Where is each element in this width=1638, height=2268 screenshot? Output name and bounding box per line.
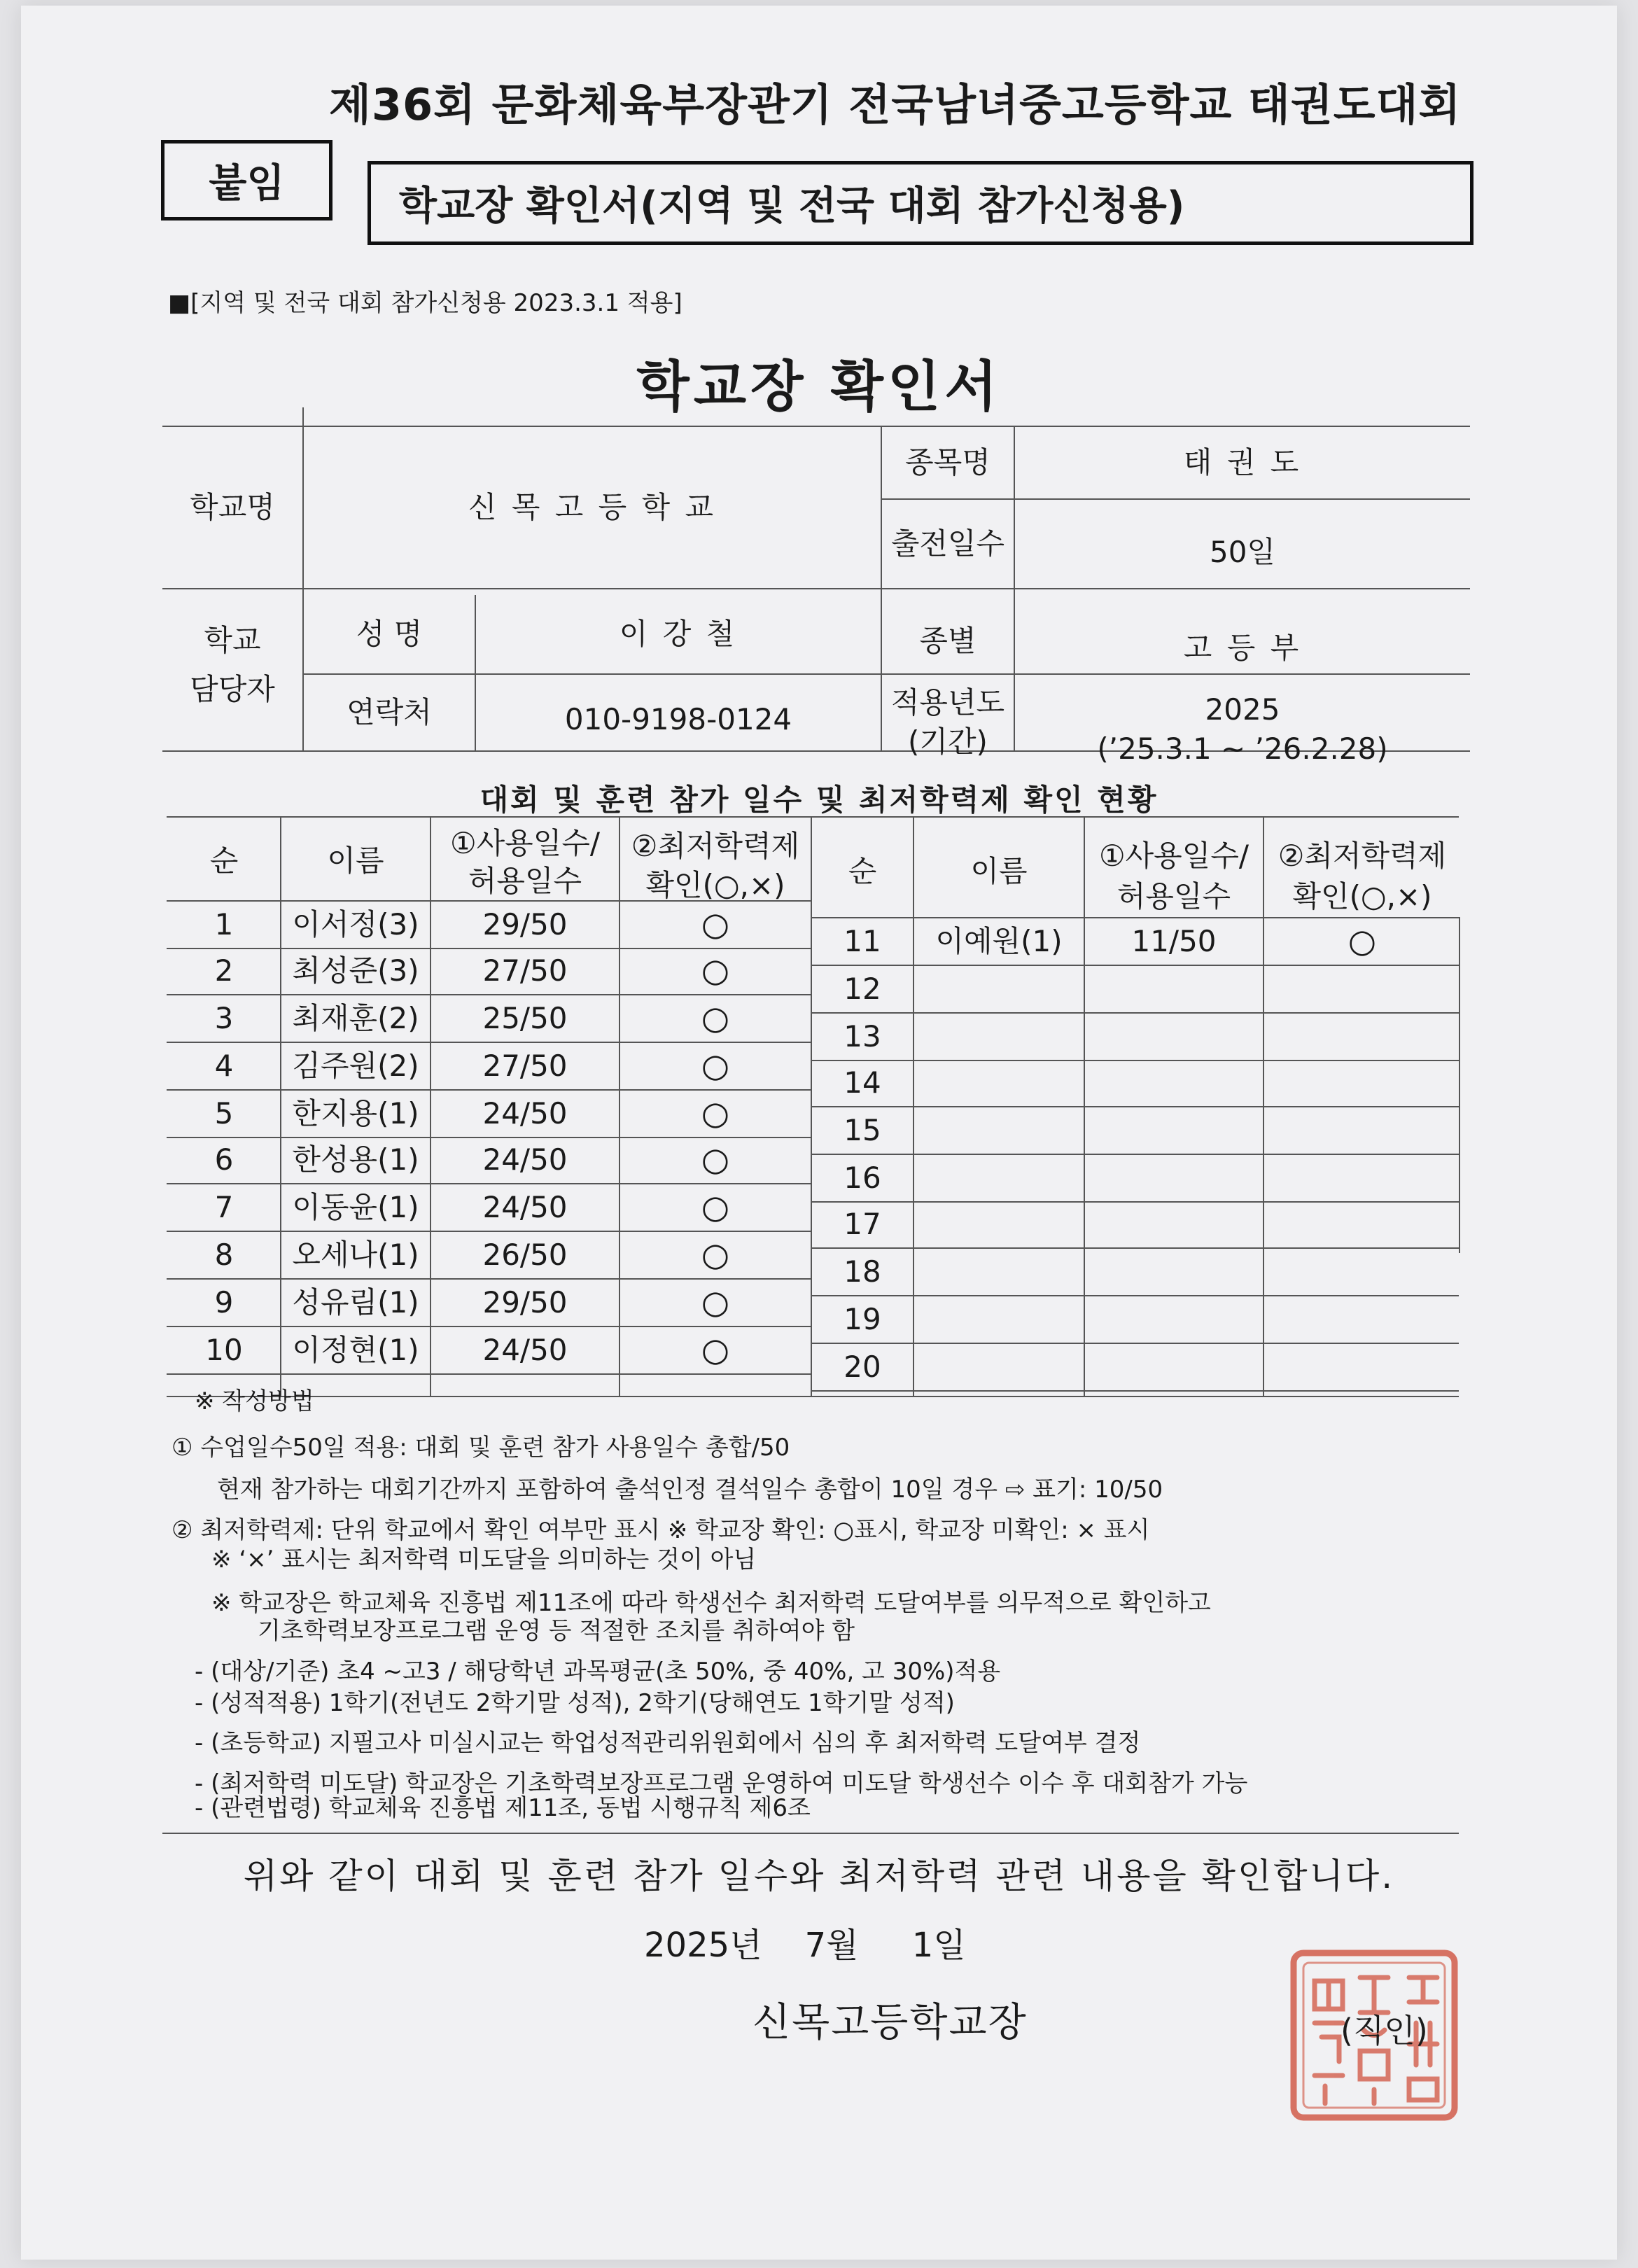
detail-4: - (최저학력 미도달) 학교장은 기초학력보장프로그램 운영하여 미도달 학생선수 이수 후 대회참가 가능 [195,1770,1248,1798]
year-value: 2025 [1205,692,1280,727]
apply-note: ■[지역 및 전국 대회 참가신청용 2023.3.1 적용] [168,289,682,317]
min-academic-check: ○ [701,1094,730,1133]
col-header-no: 순 [209,843,239,878]
sport-label: 종목명 [905,444,990,479]
participation-days: 25/50 [482,1000,568,1035]
participation-days [1085,1344,1263,1390]
row-number: 14 [844,1065,881,1100]
right-arrow-icon: ⇨ [1004,1476,1026,1504]
participation-days: 29/50 [482,1284,568,1320]
page-title: 학교장 확인서 [636,356,1002,419]
note-1b [217,1470,1163,1504]
min-academic-check [1264,1201,1460,1247]
note-2: ② 최저학력제: 단위 학교에서 확인 여부만 표시 ※ 학교장 확인: ○표시, 학교장 미확인: × 표시 [172,1516,1150,1544]
row-number: 17 [844,1206,881,1241]
col-header-days-2: 허용일수 [468,863,582,898]
name-label: 성 명 [356,616,423,651]
detail-2: - (성적적용) 1학기(전년도 2학기말 성적), 2학기(당해연도 1학기말 성적) [195,1689,955,1717]
row-number: 6 [214,1142,234,1177]
participant-name [914,1249,1084,1295]
note-4b: 기초학력보장프로그램 운영 등 적절한 조치를 취하여야 함 [258,1617,855,1645]
min-academic-check [1264,1344,1460,1390]
category-label: 종별 [919,623,976,658]
participant-name [914,1155,1084,1201]
row-number: 3 [214,1000,234,1035]
days-label: 출전일수 [890,526,1005,561]
participation-days [1085,1249,1263,1295]
row-number: 5 [214,1096,234,1130]
participation-days: 27/50 [482,953,568,988]
participation-days: 24/50 [482,1332,568,1367]
row-number: 18 [844,1254,881,1289]
row-number: 20 [844,1349,881,1384]
participation-days: 29/50 [482,906,568,941]
year-period: (’25.3.1 ~ ’26.2.28) [1097,731,1388,766]
col-header-name-right: 이름 [970,853,1028,888]
detail-3: - (초등학교) 지필고사 미실시교는 학업성적관리위원회에서 심의 후 최저학력 도달여부 결정 [195,1729,1141,1757]
participant-name [914,1060,1084,1106]
participant-name: 한지용(1) [292,1096,419,1130]
detail-1: - (대상/기준) 초4 ~고3 / 해당학년 과목평균(초 50%, 중 40%, 고 30%)적용 [195,1658,1001,1686]
col-header-days: ①사용일수/ [449,825,601,860]
participation-days [1085,1201,1263,1247]
row-number: 19 [844,1301,881,1336]
participant-name: 이예원(1) [935,923,1063,958]
participant-name [914,1344,1084,1390]
min-academic-check: ○ [701,999,730,1037]
sport-value: 태 권 도 [1183,444,1302,479]
detail-5: - (관련법령) 학교체육 진흥법 제11조, 동법 시행규칙 제6조 [195,1794,811,1822]
seal-label: (직인) [1340,2012,1428,2050]
min-academic-check [1264,966,1460,1012]
min-academic-check: ○ [701,1140,730,1179]
min-academic-check: ○ [701,1283,730,1322]
participant-name: 성유림(1) [292,1284,419,1320]
year-label-2: (기간) [908,724,988,759]
row-number: 1 [214,906,234,941]
participation-days [1085,1296,1263,1343]
note-3: ※ ‘×’ 표시는 최저학력 미도달을 의미하는 것이 아님 [211,1546,757,1574]
participant-name: 이정현(1) [292,1332,419,1367]
note-1b-text: 현재 참가하는 대회기간까지 포함하여 출석인정 결석일수 총합이 10일 경우 [217,1476,998,1504]
col-header-check-2: 확인(○,×) [645,867,785,902]
min-academic-check [1264,1155,1460,1201]
col-header-no-right: 순 [848,853,877,888]
col-header-check-right-2: 확인(○,×) [1292,878,1432,913]
note-1b-end: 표기: 10/50 [1032,1476,1163,1504]
participant-name [914,1014,1084,1060]
col-header-days-right: ①사용일수/ [1098,838,1250,873]
min-academic-check [1264,1296,1460,1343]
participant-name [914,1201,1084,1247]
school-name-value: 신 목 고 등 학 교 [468,489,717,524]
participation-days: 24/50 [482,1189,568,1224]
participant-name [914,1107,1084,1154]
signer-title: 신목고등학교장 [752,2000,1028,2045]
min-academic-check [1264,1060,1460,1106]
phone-label: 연락처 [346,694,432,729]
attachment-tag: 붙임 [161,140,332,220]
participant-name: 이동윤(1) [292,1189,419,1224]
contact-person-label-2: 담당자 [190,671,275,706]
participant-name [914,1296,1084,1343]
participation-days: 24/50 [482,1142,568,1177]
participation-days: 27/50 [482,1048,568,1083]
note-1: ① 수업일수50일 적용: 대회 및 훈련 참가 사용일수 총합/50 [172,1434,790,1462]
date-year: 2025년 [644,1926,762,1965]
row-number: 13 [844,1018,881,1054]
participation-days [1085,1155,1263,1201]
min-academic-check [1264,1249,1460,1295]
issue-date [644,1918,966,1966]
category-value: 고 등 부 [1183,630,1302,665]
contact-person-label: 학교 [204,622,261,657]
participant-name: 오세나(1) [292,1237,419,1272]
col-header-check: ②최저학력제 [631,828,800,863]
days-value: 50일 [1209,534,1275,569]
row-number: 10 [205,1332,243,1367]
date-day: 1일 [911,1926,966,1965]
year-label: 적용년도 [890,685,1005,720]
min-academic-check [1264,1107,1460,1154]
row-number: 15 [844,1112,881,1147]
participation-days [1085,1014,1263,1060]
min-academic-check: ○ [701,1236,730,1274]
document-subtitle: 학교장 확인서(지역 및 전국 대회 참가신청용) [368,161,1474,245]
participation-days [1085,1060,1263,1106]
row-number: 9 [214,1284,234,1320]
participant-name: 이서정(3) [292,906,419,941]
min-academic-check [1264,1014,1460,1060]
participant-name: 한성용(1) [292,1142,419,1177]
col-header-check-right: ②최저학력제 [1278,838,1447,873]
note-4: ※ 학교장은 학교체육 진흥법 제11조에 따라 학생선수 최저학력 도달여부를 의무적으로 확인하고 [211,1589,1211,1617]
participant-name: 최재훈(2) [292,1000,419,1035]
row-number: 8 [214,1237,234,1272]
row-number: 12 [844,971,881,1006]
row-number: 7 [214,1189,234,1224]
participation-days: 24/50 [482,1096,568,1130]
row-number: 4 [214,1048,234,1083]
participant-name: 김주원(2) [292,1048,419,1083]
participation-days: 26/50 [482,1237,568,1272]
participant-name: 최성준(3) [292,953,419,988]
phone-value: 010-9198-0124 [564,701,792,736]
row-number: 16 [844,1160,881,1195]
row-number: 2 [214,953,234,988]
section-title: 대회 및 훈련 참가 일수 및 최저학력제 확인 현황 [479,783,1158,817]
min-academic-check: ○ [701,1046,730,1085]
min-academic-check: ○ [701,905,730,944]
name-value: 이 강 철 [619,616,738,651]
min-academic-check: ○ [701,1188,730,1226]
min-academic-check: ○ [701,1331,730,1369]
participation-days [1085,966,1263,1012]
participation-days [1085,1107,1263,1154]
row-number: 11 [844,923,881,958]
school-name-label: 학교명 [190,489,275,524]
participant-name [914,966,1084,1012]
min-academic-check: ○ [1348,922,1377,960]
col-header-name: 이름 [327,843,384,878]
min-academic-check: ○ [701,951,730,990]
participation-days: 11/50 [1131,923,1217,958]
notes-heading: ※ 작성방법 [195,1387,314,1415]
confirmation-statement: 위와 같이 대회 및 훈련 참가 일수와 최저학력 관련 내용을 확인합니다. [243,1856,1395,1896]
date-month: 7월 [804,1926,859,1965]
event-title: 제36회 문화체육부장관기 전국남녀중고등학교 태권도대회 [329,79,1462,130]
col-header-days-right-2: 허용일수 [1116,878,1231,913]
